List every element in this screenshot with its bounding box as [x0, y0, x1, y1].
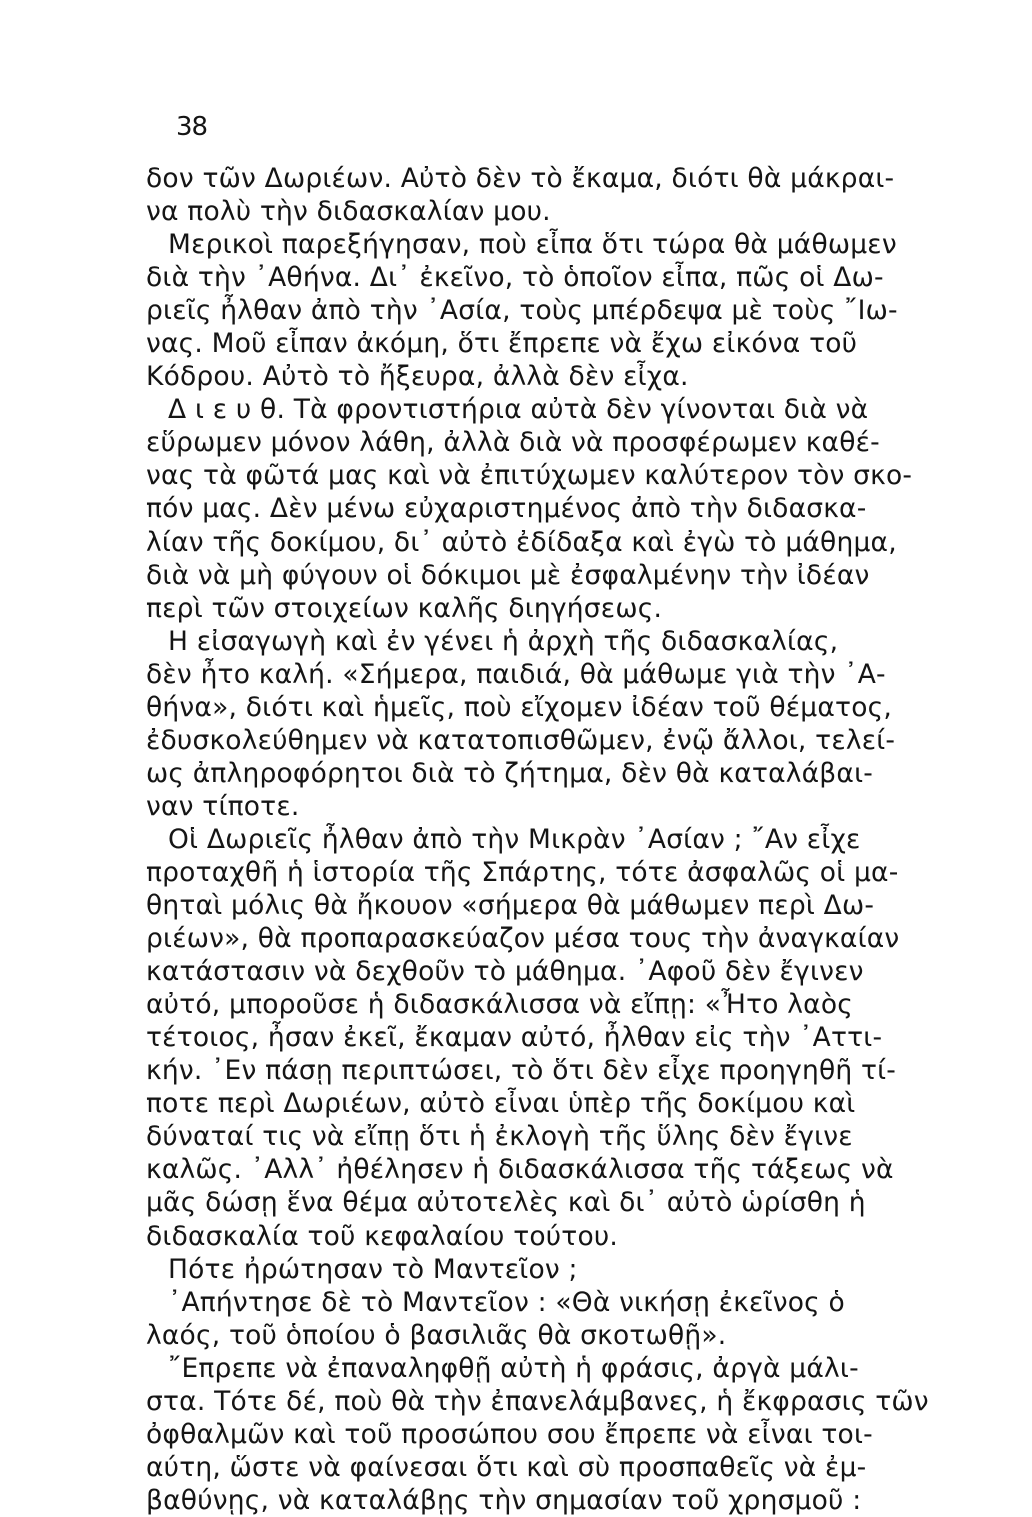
- text-line: θήνα», διότι καὶ ἡμεῖς, ποὺ εἴχομεν ἰδέαν τοῦ θέματος,: [146, 691, 892, 723]
- text-line: νας. Μοῦ εἶπαν ἀκόμη, ὅτι ἔπρεπε νὰ ἔχω εἰκόνα τοῦ: [146, 328, 858, 360]
- text-line: ὀφθαλμῶν καὶ τοῦ προσώπου σου ἔπρεπε νὰ εἶναι τοι-: [146, 1418, 873, 1450]
- text-line: αύτη, ὥστε νὰ φαίνεσαι ὅτι καὶ σὺ προσπαθεῖς νὰ ἐμ-: [146, 1451, 867, 1483]
- text-line: Μερικοὶ παρεξήγησαν, ποὺ εἶπα ὅτι τώρα θὰ μάθωμεν: [168, 229, 897, 261]
- text-line: ποτε περὶ Δωριέων, αὐτὸ εἶναι ὑπὲρ τῆς δοκίμου καὶ: [146, 1088, 856, 1120]
- text-line: Οἱ Δωριεῖς ἦλθαν ἀπὸ τὴν Μικρὰν ᾿Ασίαν ; ῎Αν εἶχε: [168, 823, 861, 855]
- text-line: ναν τίποτε.: [146, 790, 300, 822]
- text-line: ως ἀπληροφόρητοι διὰ τὸ ζήτημα, δὲν θὰ καταλάβαι-: [146, 757, 874, 789]
- text-line: κατάστασιν νὰ δεχθοῦν τὸ μάθημα. ᾿Αφοῦ δὲν ἔγινεν: [146, 956, 864, 988]
- text-line: προταχθῆ ἡ ἱστορία τῆς Σπάρτης, τότε ἀσφαλῶς οἱ μα-: [146, 856, 899, 888]
- text-line: νας τὰ φῶτά μας καὶ νὰ ἐπιτύχωμεν καλύτερον τὸν σκο-: [146, 460, 913, 492]
- page-number: 38: [176, 112, 208, 142]
- text-line: δύναταί τις νὰ εἴπῃ ὅτι ἡ ἐκλογὴ τῆς ὕλης δὲν ἔγινε: [146, 1121, 853, 1153]
- text-line: ἐδυσκολεύθημεν νὰ κατατοπισθῶμεν, ἐνῷ ἄλλοι, τελεί-: [146, 724, 896, 756]
- text-line: Πότε ἠρώτησαν τὸ Μαντεῖον ;: [168, 1253, 578, 1285]
- text-line: καλῶς. ᾿Αλλ᾿ ἠθέλησεν ἡ διδασκάλισσα τῆς τάξεως νὰ: [146, 1154, 894, 1186]
- text-line: διὰ νὰ μὴ φύγουν οἱ δόκιμοι μὲ ἐσφαλμένην τὴν ἰδέαν: [146, 559, 870, 591]
- text-line: κήν. ᾿Εν πάσῃ περιπτώσει, τὸ ὅτι δὲν εἶχε προηγηθῆ τί-: [146, 1055, 897, 1087]
- text-line: δον τῶν Δωριέων. Αὐτὸ δὲν τὸ ἔκαμα, διότι θὰ μάκραι-: [146, 163, 895, 194]
- text-line: ριέων», θὰ προπαρασκεύαζον μέσα τους τὴν ἀναγκαίαν: [146, 923, 900, 955]
- text-line: αὐτό, μποροῦσε ἡ διδασκάλισσα νὰ εἴπῃ: «Ἦτο λαὸς: [146, 989, 853, 1021]
- text-line: δὲν ἦτο καλή. «Σήμερα, παιδιά, θὰ μάθωμε γιὰ τὴν ᾿Α-: [146, 658, 886, 690]
- text-line: ριεῖς ἦλθαν ἀπὸ τὴν ᾿Ασία, τοὺς μπέρδεψα μὲ τοὺς ῎Ιω-: [146, 295, 898, 327]
- text-line: λίαν τῆς δοκίμου, δι᾿ αὐτὸ ἐδίδαξα καὶ ἐγὼ τὸ μάθημα,: [146, 526, 897, 558]
- text-line: να πολὺ τὴν διδασκαλίαν μου.: [146, 196, 551, 228]
- text-line: Κόδρου. Αὐτὸ τὸ ἤξευρα, ἀλλὰ δὲν εἶχα.: [146, 361, 689, 393]
- text-line: ῎Επρεπε νὰ ἐπαναληφθῇ αὐτὴ ἡ φράσις, ἀργὰ μάλι-: [168, 1352, 859, 1384]
- text-line: Δ ι ε υ θ. Τὰ φροντιστήρια αὐτὰ δὲν γίνονται διὰ νὰ: [168, 394, 869, 426]
- text-line: λαός, τοῦ ὁποίου ὁ βασιλιᾶς θὰ σκοτωθῇ».: [146, 1319, 727, 1351]
- text-line: θηταὶ μόλις θὰ ἤκουον «σήμερα θὰ μάθωμεν περὶ Δω-: [146, 890, 875, 922]
- text-line: βαθύνῃς, νὰ καταλάβῃς τὴν σημασίαν τοῦ χρησμοῦ :: [146, 1484, 862, 1516]
- text-line: περὶ τῶν στοιχείων καλῆς διηγήσεως.: [146, 592, 663, 624]
- text-line: διὰ τὴν ᾿Αθήνα. Δι᾿ ἐκεῖνο, τὸ ὁποῖον εἶπα, πῶς οἱ Δω-: [146, 262, 884, 294]
- text-line: πόν μας. Δὲν μένω εὐχαριστημένος ἀπὸ τὴν διδασκα-: [146, 493, 867, 525]
- body-text: [146, 162, 936, 1517]
- text-line: διδασκαλία τοῦ κεφαλαίου τούτου.: [146, 1220, 619, 1252]
- text-line: Η εἰσαγωγὴ καὶ ἐν γένει ἡ ἀρχὴ τῆς διδασκαλίας,: [168, 625, 839, 657]
- text-line: στα. Τότε δέ, ποὺ θὰ τὴν ἐπανελάμβανες, ἡ ἔκφρασις τῶν: [146, 1385, 929, 1417]
- text-line: μᾶς δώσῃ ἕνα θέμα αὐτοτελὲς καὶ δι᾿ αὐτὸ ὡρίσθη ἡ: [146, 1187, 866, 1219]
- text-line: ᾿Απήντησε δὲ τὸ Μαντεῖον : «Θὰ νικήσῃ ἐκεῖνος ὁ: [168, 1286, 845, 1318]
- text-line: τέτοιος, ἦσαν ἐκεῖ, ἔκαμαν αὐτό, ἦλθαν εἰς τὴν ᾿Αττι-: [146, 1022, 883, 1054]
- text-line: εὕρωμεν μόνον λάθη, ἀλλὰ διὰ νὰ προσφέρωμεν καθέ-: [146, 427, 880, 459]
